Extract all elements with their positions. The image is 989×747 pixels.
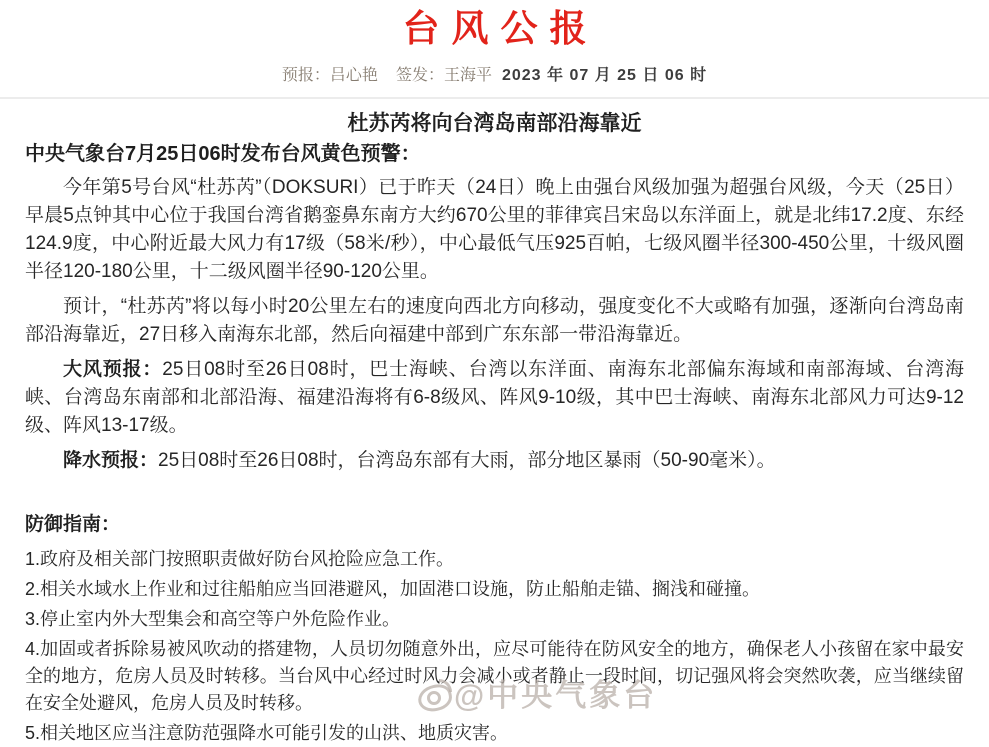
guide-item-5: 5.相关地区应当注意防范强降水可能引发的山洪、地质灾害。 <box>25 723 509 743</box>
forecaster-name: 吕心艳 <box>329 67 378 84</box>
page-title: 台风公报 <box>402 8 599 49</box>
bulletin-headline: 杜苏芮将向台湾岛南部沿海靠近 <box>347 112 642 135</box>
byline <box>0 66 989 86</box>
watermark-text: @中央气象台 <box>454 678 658 713</box>
guide-item-3: 3.停止室内外大型集会和高空等户外危险作业。 <box>25 609 401 629</box>
guide-item-4: 4.加固或者拆除易被风吹动的搭建物，人员切勿随意外出，应尽可能待在防风安全的地方，确保老人小孩留在家中最安全的地方，危房人员及时转移。当台风中心经过时风力会减小或者静止一段时间，切记强风将会突然吹袭，应当继续留在安全处避风，危房人员及时转移。 <box>25 639 964 713</box>
issue-datetime: 2023 年 07 月 25 日 06 时 <box>501 67 708 84</box>
paragraph-rain-forecast <box>25 447 964 475</box>
signer-name: 王海平 <box>443 67 492 84</box>
paragraph-wind-forecast <box>25 356 964 440</box>
paragraph-forecast-movement-text: 预计，“杜苏芮”将以每小时20公里左右的速度向西北方向移动，强度变化不大或略有加强，逐渐向台湾岛南部沿海靠近，27日移入南海东北部，然后向福建中部到广东东部一带沿海靠近。 <box>25 296 964 345</box>
yellow-warning-statement: 中央气象台7月25日06时发布台风黄色预警： <box>25 143 421 165</box>
paragraph-current-status <box>25 174 964 286</box>
bulletin-body <box>25 111 964 747</box>
guide-item-2: 2.相关水域水上作业和过往船舶应当回港避风，加固港口设施，防止船舶走锚、搁浅和碰撞。 <box>25 579 761 599</box>
guide-item-1: 1.政府及相关部门按照职责做好防台风抢险应急工作。 <box>25 549 455 569</box>
paragraph-forecast-movement <box>25 293 964 349</box>
header-divider <box>0 97 989 99</box>
signer-label: 签发： <box>395 67 444 84</box>
rain-forecast-label: 降水预报： <box>63 450 159 471</box>
forecaster-label: 预报： <box>281 67 330 84</box>
wind-forecast-text: 25日08时至26日08时，巴士海峡、台湾以东洋面、南海东北部偏东海域和南部海域、台湾海峡、台湾岛东南部和北部沿海、福建沿海将有6-8级风、阵风9-10级，其中巴士海峡、南海东北部风力可达9-12级、阵风13-17级。 <box>25 359 964 436</box>
rain-forecast-text: 25日08时至26日08时，台湾岛东部有大雨，部分地区暴雨（50-90毫米）。 <box>158 450 776 471</box>
paragraph-current-status-text: 今年第5号台风“杜苏芮”（DOKSURI）已于昨天（24日）晚上由强台风级加强为超强台风级，今天（25日）早晨5点钟其中心位于我国台湾省鹅銮鼻东南方大约670公里的菲律宾吕宋岛以东洋面上，就是北纬17.2度、东经124.9度，中心附近最大风力有17级（58米/秒），中心最低气压925百帕，七级风圈半径300-450公里，十级风圈半径120-180公里，十二级风圈半径90-120公里。 <box>25 177 964 282</box>
wind-forecast-label: 大风预报： <box>63 359 163 380</box>
bulletin-header <box>0 0 989 99</box>
defense-guide-heading: 防御指南： <box>25 514 121 535</box>
